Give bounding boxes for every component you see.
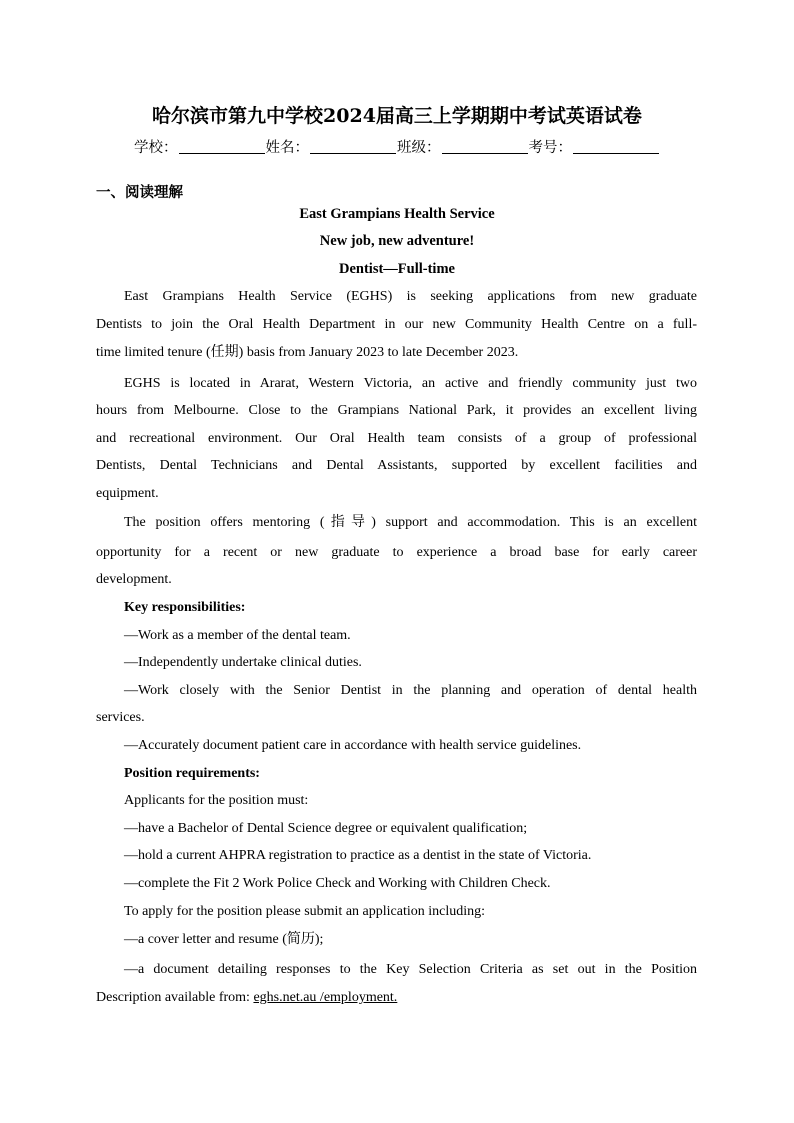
responsibilities-heading: Key responsibilities: — [124, 600, 246, 615]
passage-line: Dentists, Dental Technicians and Dental Assistants, supported by excellent facilities and — [96, 458, 697, 473]
list-item: —Independently undertake clinical duties. — [124, 655, 362, 670]
passage-org-heading: East Grampians Health Service — [299, 206, 495, 222]
passage-tagline: New job, new adventure! — [319, 233, 475, 249]
section-heading: 一、阅读理解 — [96, 185, 183, 201]
list-item: —complete the Fit 2 Work Police Check and Working with Children Check. — [124, 876, 551, 891]
requirements-heading: Position requirements: — [124, 766, 260, 781]
passage-position-heading: Dentist—Full-time — [339, 261, 455, 277]
list-item: —a document detailing responses to the Key Selection Criteria as set out in the Position — [124, 962, 697, 977]
employment-link[interactable]: eghs.net.au /employment. — [253, 990, 398, 1005]
school-blank — [179, 139, 265, 154]
passage-line: East Grampians Health Service (EGHS) is seeking applications from new graduate — [124, 289, 697, 304]
number-label: 考号： — [528, 140, 572, 156]
list-item: —Work as a member of the dental team. — [124, 628, 351, 643]
name-label: 姓名： — [265, 140, 309, 156]
passage-line: hours from Melbourne. Close to the Grampians National Park, it provides an excellent living — [96, 403, 697, 418]
class-blank — [442, 139, 528, 154]
passage-line: services. — [96, 710, 145, 725]
list-item: —have a Bachelor of Dental Science degree or equivalent qualification; — [124, 821, 528, 836]
school-label: 学校： — [134, 140, 178, 156]
passage-line: time limited tenure (任期) basis from January 2023 to late December 2023. — [96, 345, 519, 360]
passage-line: equipment. — [96, 486, 159, 501]
passage-line: To apply for the position please submit an application including: — [124, 904, 486, 919]
passage-line: Applicants for the position must: — [124, 793, 309, 808]
class-label: 班级： — [397, 140, 441, 156]
passage-line: opportunity for a recent or new graduate to experience a broad base for early career — [96, 545, 697, 560]
passage-line: Dentists to join the Oral Health Department in our new Community Health Centre on a full- — [96, 317, 697, 332]
name-blank — [310, 139, 396, 154]
passage-line — [96, 989, 697, 1007]
passage-line: EGHS is located in Ararat, Western Victoria, an active and friendly community just two — [124, 376, 697, 391]
list-item: —hold a current AHPRA registration to practice as a dentist in the state of Victoria. — [124, 848, 592, 863]
student-info-line — [0, 136, 794, 157]
passage-line: The position offers mentoring (指导) support and accommodation. This is an excellent — [124, 515, 697, 530]
list-item: —Accurately document patient care in accordance with health service guidelines. — [124, 738, 582, 753]
passage-line: development. — [96, 572, 172, 587]
number-blank — [573, 139, 659, 154]
list-item: —a cover letter and resume (简历); — [124, 932, 324, 947]
passage-line: and recreational environment. Our Oral Health team consists of a group of professional — [96, 431, 697, 446]
description-text: Description available from: — [96, 990, 254, 1005]
list-item: —Work closely with the Senior Dentist in the planning and operation of dental health — [124, 683, 697, 698]
exam-title: 哈尔滨市第九中学校2024届高三上学期期中考试英语试卷 — [152, 105, 642, 127]
